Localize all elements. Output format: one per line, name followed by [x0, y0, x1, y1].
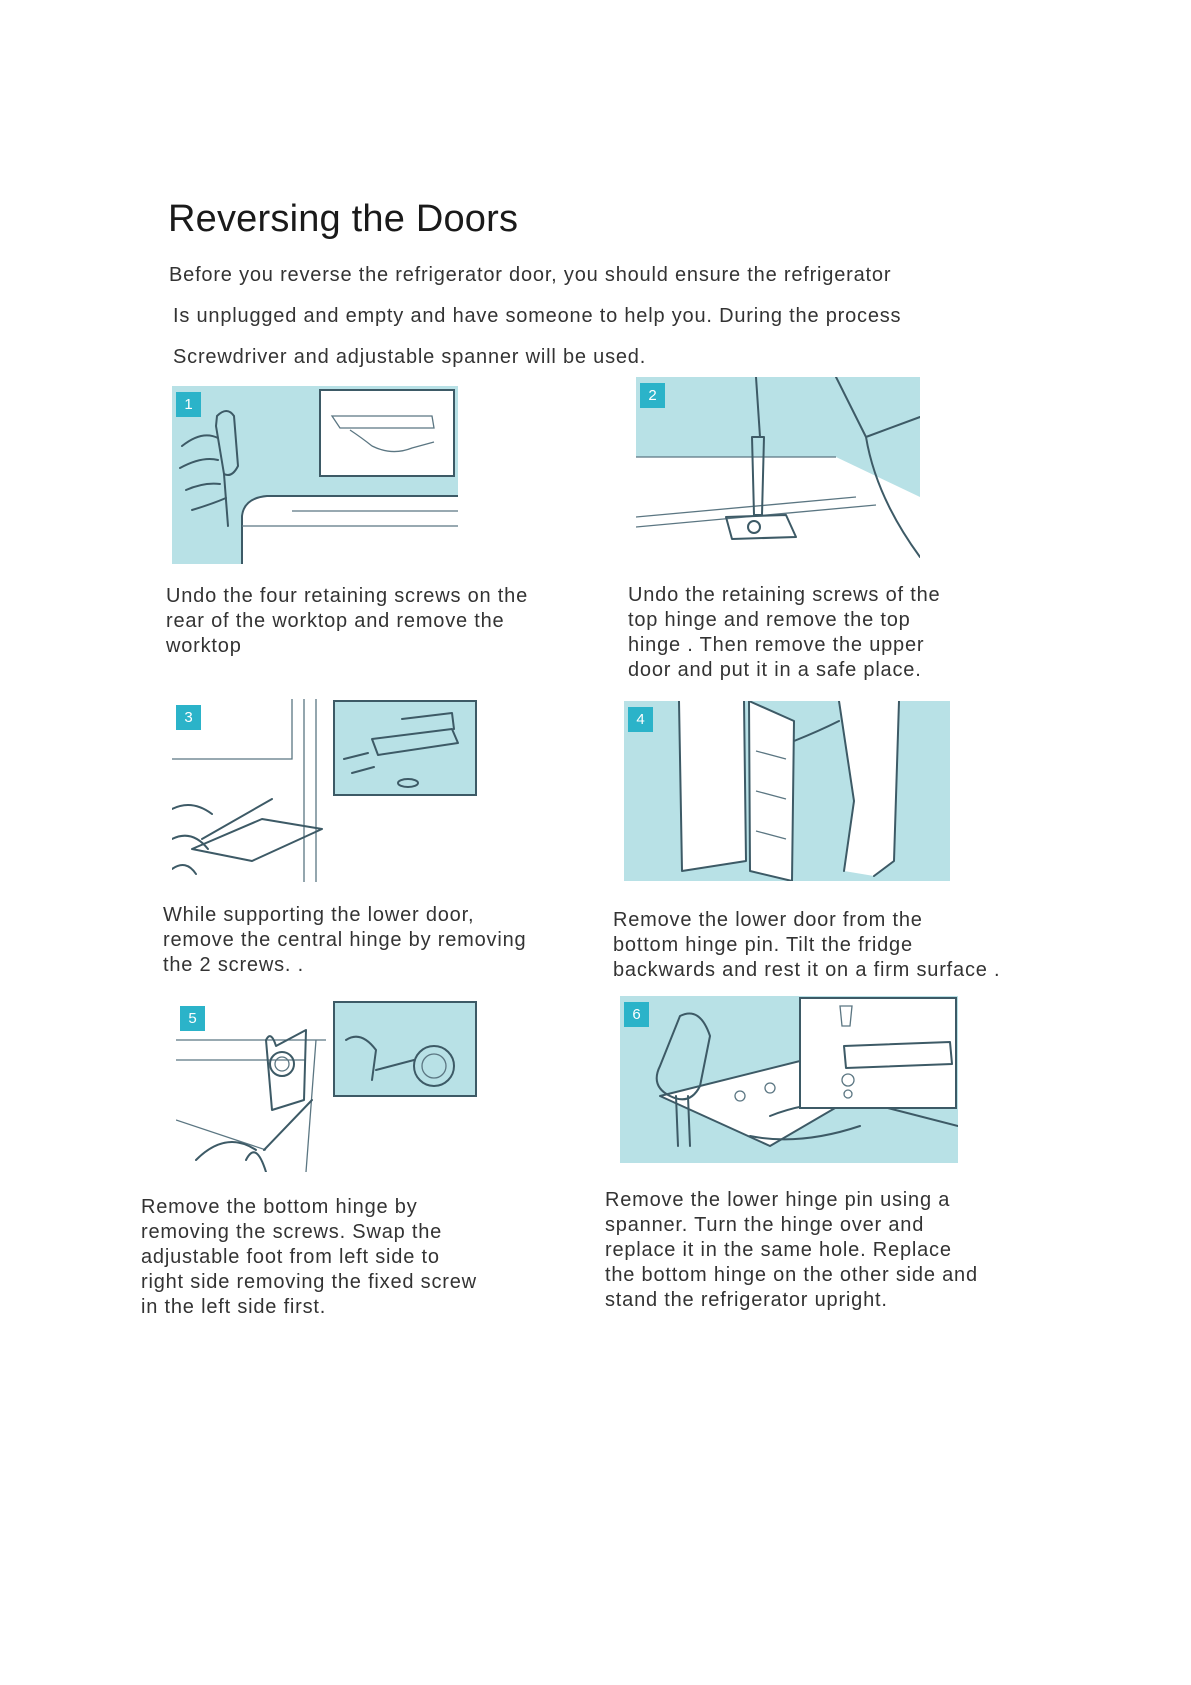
- step-4-illustration: [624, 701, 950, 881]
- intro-line-2: Is unplugged and empty and have someone to help you. During the process: [173, 305, 902, 327]
- step-2-illustration: [636, 377, 920, 564]
- step-1-badge: 1: [176, 392, 201, 417]
- step-5-caption: Remove the bottom hinge by removing the screws. Swap the adjustable foot from left side to right side removing the fixed screw in the left side first.: [141, 1196, 477, 1318]
- step-1-illustration: [172, 386, 458, 564]
- step-6-drawing: [620, 996, 958, 1163]
- step-2-drawing: [636, 377, 920, 564]
- step-6-badge: 6: [624, 1002, 649, 1027]
- step-1-caption: Undo the four retaining screws on the rear of the worktop and remove the worktop: [166, 585, 529, 657]
- step-3-badge: 3: [176, 705, 201, 730]
- step-3-caption: While supporting the lower door, remove the central hinge by removing the 2 screws. .: [163, 904, 527, 976]
- step-5-drawing: [176, 1000, 478, 1172]
- intro-line-3: Screwdriver and adjustable spanner will be used.: [173, 346, 647, 368]
- page-title: Reversing the Doors: [168, 198, 519, 240]
- step-3-drawing: [172, 699, 478, 882]
- intro-line-1: Before you reverse the refrigerator door, you should ensure the refrigerator: [169, 264, 892, 286]
- step-2-caption: Undo the retaining screws of the top hinge and remove the top hinge . Then remove the upper door and put it in a safe place.: [628, 584, 941, 681]
- step-4-caption: Remove the lower door from the bottom hinge pin. Tilt the fridge backwards and rest it on a firm surface .: [613, 909, 1001, 981]
- step-4-badge: 4: [628, 707, 653, 732]
- step-6-caption: Remove the lower hinge pin using a spanner. Turn the hinge over and replace it in the same hole. Replace the bottom hinge on the other side and stand the refrigerator upright.: [605, 1189, 978, 1311]
- step-5-illustration: [176, 1000, 478, 1172]
- step-2-badge: 2: [640, 383, 665, 408]
- step-6-illustration: [620, 996, 958, 1163]
- step-3-illustration: [172, 699, 478, 882]
- step-5-badge: 5: [180, 1006, 205, 1031]
- step-1-drawing: [172, 386, 458, 564]
- step-4-drawing: [624, 701, 950, 881]
